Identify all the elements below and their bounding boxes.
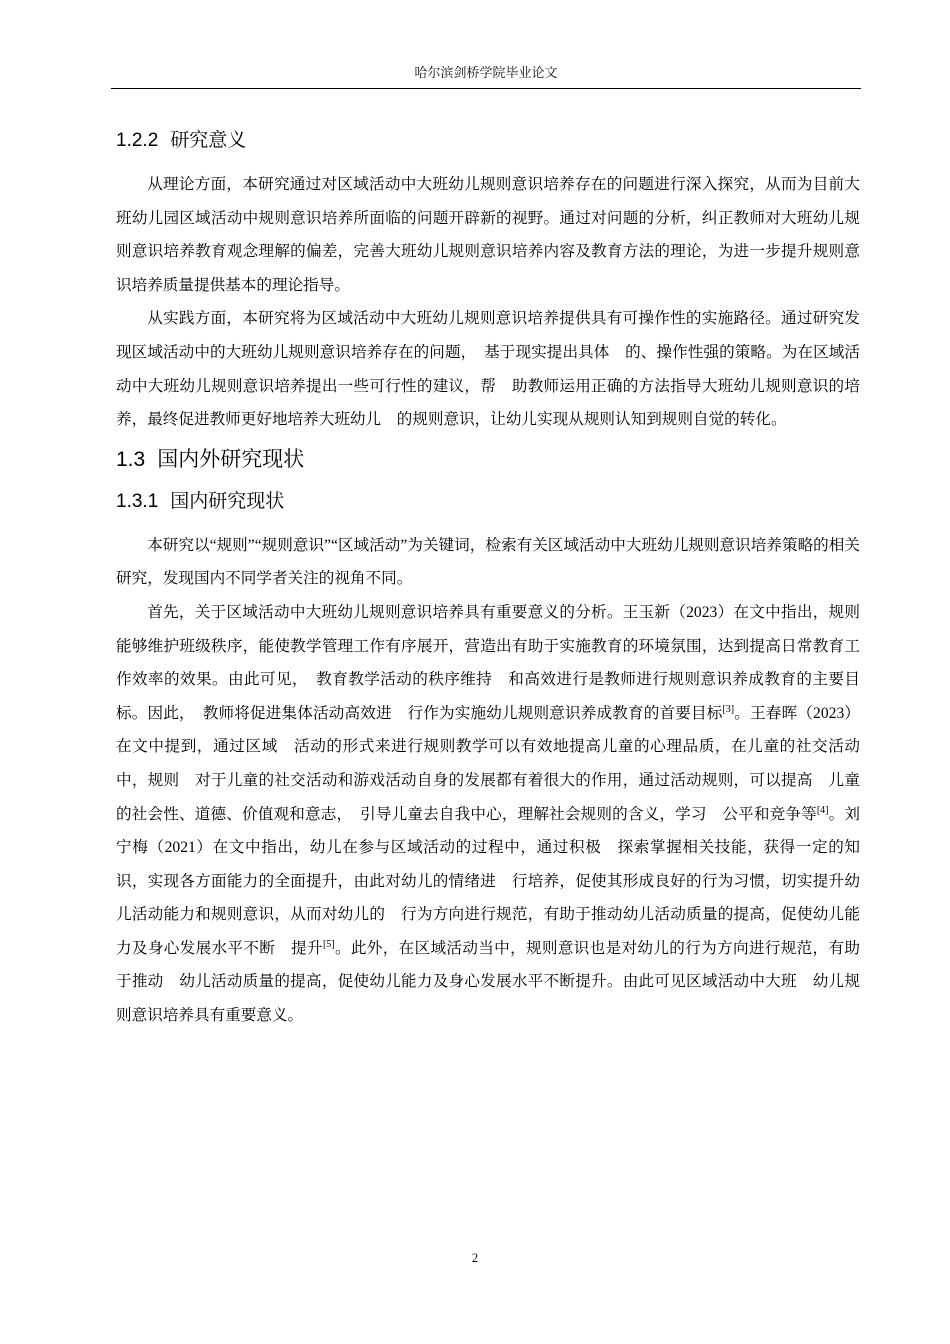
section-heading-1-2-2 (116, 124, 860, 158)
paragraph-practice: 从实践方面，本研究将为区域活动中大班幼儿规则意识培养提供具有可操作性的实施路径。通过研究发现区域活动中的大班幼儿规则意识培养存在的问题， 基于现实提出具体 的、操作性强的策略。为在区域活动中大班幼儿规则意识培养提出一些可行性的建议，帮 助教师运用正确的方法指导大班幼儿规则意识的培养，最终促进教师更好地培养大班幼儿 的规则意识，让幼儿实现从规则认知到规则自觉的转化。 (116, 310, 860, 429)
section-heading-1-3-1 (116, 485, 860, 519)
section-number: 1.2.2 (116, 130, 159, 151)
header-title: 哈尔滨剑桥学院毕业论文 (414, 65, 558, 80)
paragraph-text: 。王春晖（2023）在文中提到，通过区域 活动的形式来进行规则教学可以有效地提高儿童的心理品质，在儿童的社交活动中，规则 对于儿童的社交活动和游戏活动自身的发展都有着很大的作用，通过活动规则，可以提高 儿童的社会性、道德、价值观和意志， 引导儿童去自我中心，理解社会规则的含义，学习 公平和竞争等 (116, 704, 860, 823)
section-number: 1.3.1 (116, 490, 159, 512)
paragraph-text: 。刘宁梅（2021）在文中指出，幼儿在参与区域活动的过程中，通过积极 探索掌握相关技能，获得一定的知识，实现各方面能力的全面提升，由此对幼儿的情绪进 行培养，促使其形成良好的行为习惯，切实提升幼儿活动能力和规则意识，从而对幼儿的 行为方向进行规范，有助于推动幼儿活动质量的提高，促使幼儿能力及身心发展水平不断 提升 (116, 805, 860, 957)
section-title: 研究意义 (170, 130, 247, 151)
paragraph-text: 。此外，在区域活动当中，规则意识也是对幼儿的行为方向进行规范，有助于推动 幼儿活动质量的提高，促使幼儿能力及身心发展水平不断提升。由此可见区域活动中大班 幼儿规则意识培养具有重要意义。 (116, 939, 860, 1025)
page-header (111, 62, 861, 89)
citation-3: [3] (722, 703, 735, 715)
paragraph-significance (116, 596, 860, 1033)
page-content (116, 120, 860, 1033)
page-footer (0, 1250, 950, 1266)
page-number: 2 (471, 1250, 479, 1265)
section-number: 1.3 (116, 447, 146, 471)
citation-5: [5] (322, 938, 335, 950)
paragraph-theory: 从理论方面，本研究通过对区域活动中大班幼儿规则意识培养存在的问题进行深入探究，从而为目前大班幼儿园区域活动中规则意识培养所面临的问题开辟新的视野。通过对问题的分析，纠正教师对大班幼儿规则意识培养教育观念理解的偏差，完善大班幼儿规则意识培养内容及教育方法的理论，为进一步提升规则意识培养质量提供基本的理论指导。 (116, 176, 860, 294)
paragraph-text: 首先，关于区域活动中大班幼儿规则意识培养具有重要意义的分析。王玉新（2023）在文中指出，规则能够维护班级秩序，能使教学管理工作有序展开，营造出有助于实施教育的环境氛围，达到提高日常教育工作效率的效果。由此可见， 教育教学活动的秩序维持 和高效进行是教师进行规则意识养成教育的主要目标。因此， 教师将促进集体活动高效进 行作为实施幼儿规则意识养成教育的首要目标 (116, 603, 860, 722)
citation-4: [4] (816, 804, 829, 816)
section-title: 国内外研究现状 (157, 447, 305, 471)
section-heading-1-3 (116, 441, 860, 479)
section-title: 国内研究现状 (170, 490, 285, 512)
paragraph-keywords: 本研究以“规则”“规则意识”“区域活动”为关键词，检索有关区域活动中大班幼儿规则意识培养策略的相关研究，发现国内不同学者关注的视角不同。 (116, 536, 860, 588)
